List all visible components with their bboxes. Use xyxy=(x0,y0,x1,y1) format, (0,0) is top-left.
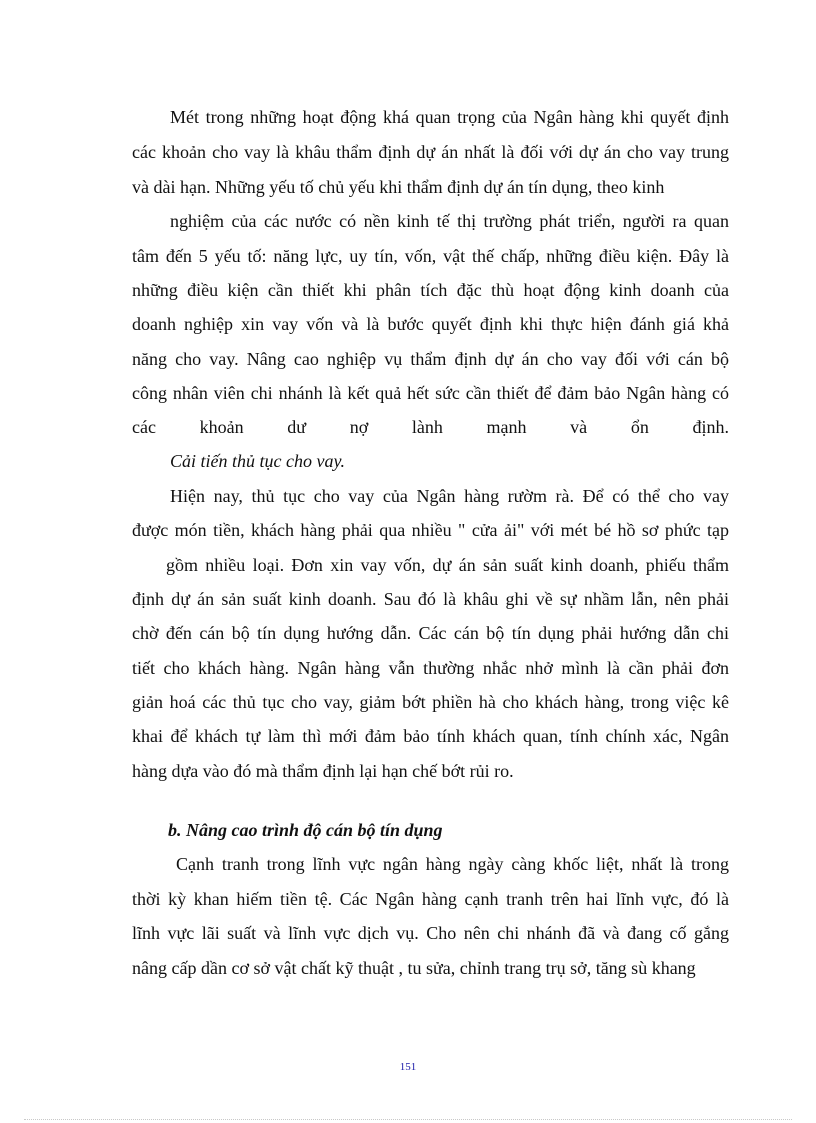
footer-divider xyxy=(24,1119,792,1120)
text-line: thời kỳ khan hiếm tiền tệ. Các Ngân hàng cạnh tranh trên hai lĩnh vực, đó là xyxy=(132,889,729,909)
text-line: các khoản dư nợ lành mạnh và ổn định. xyxy=(132,417,729,437)
text-line: năng cho vay. Nâng cao nghiệp vụ thẩm định dự án cho vay đối với cán bộ xyxy=(132,349,729,369)
text-line: Mét trong những hoạt động khá quan trọng của Ngân hàng khi quyết định xyxy=(170,107,729,127)
page-number: 151 xyxy=(399,1061,417,1073)
text-line: tâm đến 5 yếu tố: năng lực, uy tín, vốn, vật thế chấp, những điều kiện. Đây là xyxy=(132,246,729,266)
text-line: nghiệm của các nước có nền kinh tế thị trường phát triển, người ra quan xyxy=(170,211,729,231)
text-line: lĩnh vực lãi suất và lĩnh vực dịch vụ. Cho nên chi nhánh đã và đang cố gắng xyxy=(132,923,729,943)
text-line: doanh nghiệp xin vay vốn và là bước quyết định khi thực hiện đánh giá khả xyxy=(132,314,729,334)
text-line: hàng dựa vào đó mà thẩm định lại hạn chế bớt rủi ro. xyxy=(132,761,514,781)
text-line: khai để khách tự làm thì mới đảm bảo tính khách quan, tính chính xác, Ngân xyxy=(132,726,729,746)
section-subheading: Cải tiến thủ tục cho vay. xyxy=(170,451,345,471)
text-line: nâng cấp dần cơ sở vật chất kỹ thuật , tu sửa, chỉnh trang trụ sở, tăng sù khang xyxy=(132,958,696,978)
text-line: những điều kiện cần thiết khi phân tích đặc thù hoạt động kinh doanh của xyxy=(132,280,729,300)
text-line: công nhân viên chi nhánh là kết quả hết sức cần thiết để đảm bảo Ngân hàng có xyxy=(132,383,729,403)
text-line: Cạnh tranh trong lĩnh vực ngân hàng ngày càng khốc liệt, nhất là trong xyxy=(176,854,729,874)
text-line: định dự án sản suất kinh doanh. Sau đó là khâu ghi về sự nhầm lẫn, nên phải xyxy=(132,589,729,609)
text-line: giản hoá các thủ tục cho vay, giảm bớt phiền hà cho khách hàng, trong việc kê xyxy=(132,692,729,712)
text-line: tiết cho khách hàng. Ngân hàng vẫn thường nhắc nhở mình là cần phải đơn xyxy=(132,658,729,678)
text-line: và dài hạn. Những yếu tố chủ yếu khi thẩm định dự án tín dụng, theo kinh xyxy=(132,177,665,197)
text-line: chờ đến cán bộ tín dụng hướng dẫn. Các cán bộ tín dụng phải hướng dẫn chi xyxy=(132,623,729,643)
section-heading: b. Nâng cao trình độ cán bộ tín dụng xyxy=(168,820,443,840)
text-line: gồm nhiều loại. Đơn xin vay vốn, dự án sản suất kinh doanh, phiếu thẩm xyxy=(166,555,729,575)
text-line: được món tiền, khách hàng phải qua nhiều " cửa ải" với mét bé hồ sơ phức tạp xyxy=(132,520,729,540)
text-line: các khoản cho vay là khâu thẩm định dự án nhất là đối với dự án cho vay trung xyxy=(132,142,729,162)
text-line: Hiện nay, thủ tục cho vay của Ngân hàng rườm rà. Để có thể cho vay xyxy=(170,486,729,506)
